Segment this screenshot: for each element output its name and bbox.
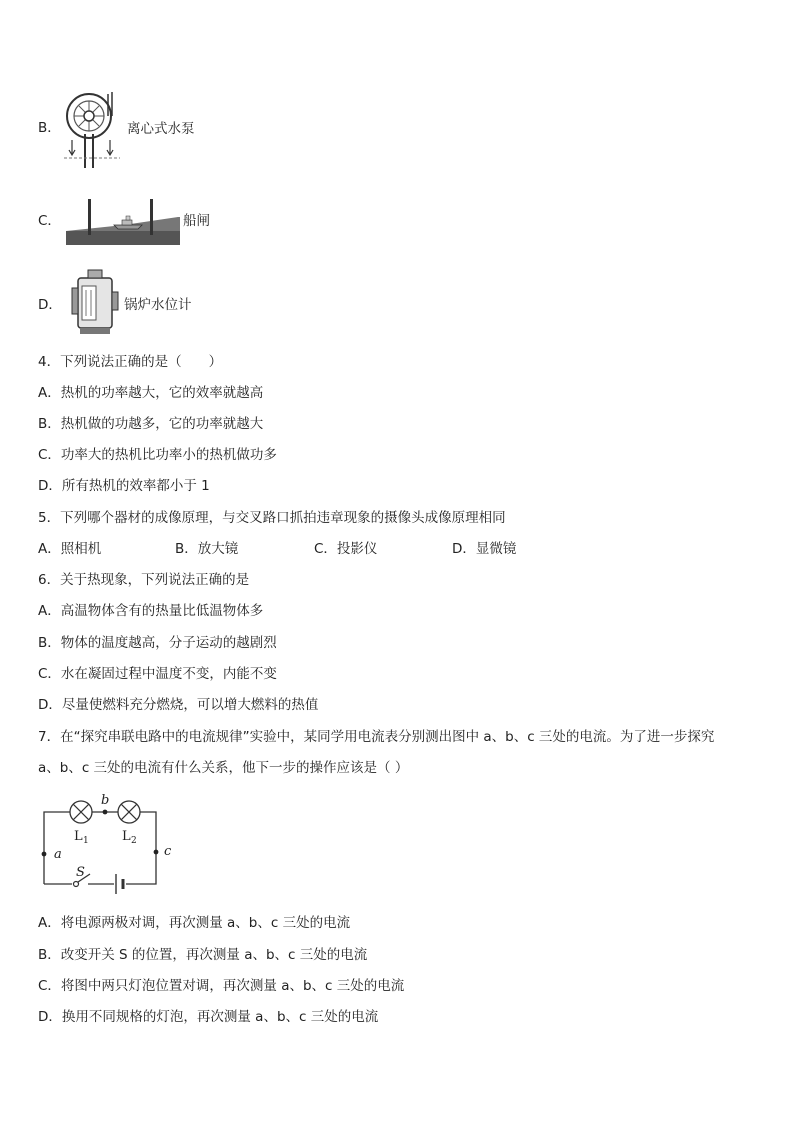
q3-option-b-letter: B．: [38, 120, 61, 136]
q5-option-d: D．显微镜: [452, 541, 517, 557]
boiler-water-gauge-figure: [68, 268, 122, 336]
q7-stem-line2: a、b、c 三处的电流有什么关系，他下一步的操作应该是（ ）: [38, 760, 409, 776]
point-c: [154, 850, 159, 855]
series-circuit-diagram: [36, 788, 186, 894]
q7-option-b: B．改变开关 S 的位置，再次测量 a、b、c 三处的电流: [38, 947, 368, 963]
q3-option-d-letter: D．: [38, 297, 62, 313]
q7-option-d: D．换用不同规格的灯泡，再次测量 a、b、c 三处的电流: [38, 1009, 379, 1025]
q4-option-a: A．热机的功率越大，它的效率就越高: [38, 385, 264, 401]
q6-option-d: D．尽量使燃料充分燃烧，可以增大燃料的热值: [38, 697, 319, 713]
q3-option-c-letter: C．: [38, 213, 61, 229]
label-s: S: [76, 865, 85, 880]
q4-stem: 4．下列说法正确的是（ ）: [38, 354, 223, 370]
q6-stem: 6．关于热现象，下列说法正确的是: [38, 572, 250, 588]
q6-option-a: A．高温物体含有的热量比低温物体多: [38, 603, 264, 619]
q6-option-b: B．物体的温度越高，分子运动的越剧烈: [38, 635, 277, 651]
q6-option-c: C．水在凝固过程中温度不变，内能不变: [38, 666, 277, 682]
q4-option-b: B．热机做的功越多，它的功率就越大: [38, 416, 264, 432]
q4-option-c: C．功率大的热机比功率小的热机做功多: [38, 447, 277, 463]
q5-stem: 5．下列哪个器材的成像原理，与交叉路口抓拍违章现象的摄像头成像原理相同: [38, 510, 506, 526]
label-l2-subscript: 2: [131, 836, 137, 846]
q3-option-d-caption: 锅炉水位计: [124, 297, 192, 313]
label-l1-subscript: 1: [83, 836, 89, 846]
label-a: a: [54, 847, 62, 862]
q3-option-b-caption: 离心式水泵: [127, 121, 195, 137]
label-b: b: [101, 793, 110, 808]
centrifugal-pump-figure: [60, 90, 124, 170]
q7-option-c: C．将图中两只灯泡位置对调，再次测量 a、b、c 三处的电流: [38, 978, 405, 994]
label-c: c: [164, 844, 172, 859]
q7-option-a: A．将电源两极对调，再次测量 a、b、c 三处的电流: [38, 915, 351, 931]
point-a: [42, 852, 47, 857]
q5-option-a: A．照相机: [38, 541, 102, 557]
q4-option-d: D．所有热机的效率都小于 1: [38, 478, 210, 494]
battery-icon: [116, 874, 123, 894]
point-b: [103, 810, 108, 815]
q3-option-c-caption: 船闸: [183, 213, 210, 229]
q5-option-b: B．放大镜: [175, 541, 239, 557]
label-l2: L: [122, 829, 131, 844]
q5-option-c: C．投影仪: [314, 541, 378, 557]
label-l1: L: [74, 829, 83, 844]
ship-lock-figure: [64, 195, 182, 249]
q7-stem-line1: 7．在“探究串联电路中的电流规律”实验中，某同学用电流表分别测出图中 a、b、c 三处的电流。为了进一步探究: [38, 729, 715, 745]
lamp-l1-icon: [70, 801, 92, 823]
lamp-l2-icon: [118, 801, 140, 823]
